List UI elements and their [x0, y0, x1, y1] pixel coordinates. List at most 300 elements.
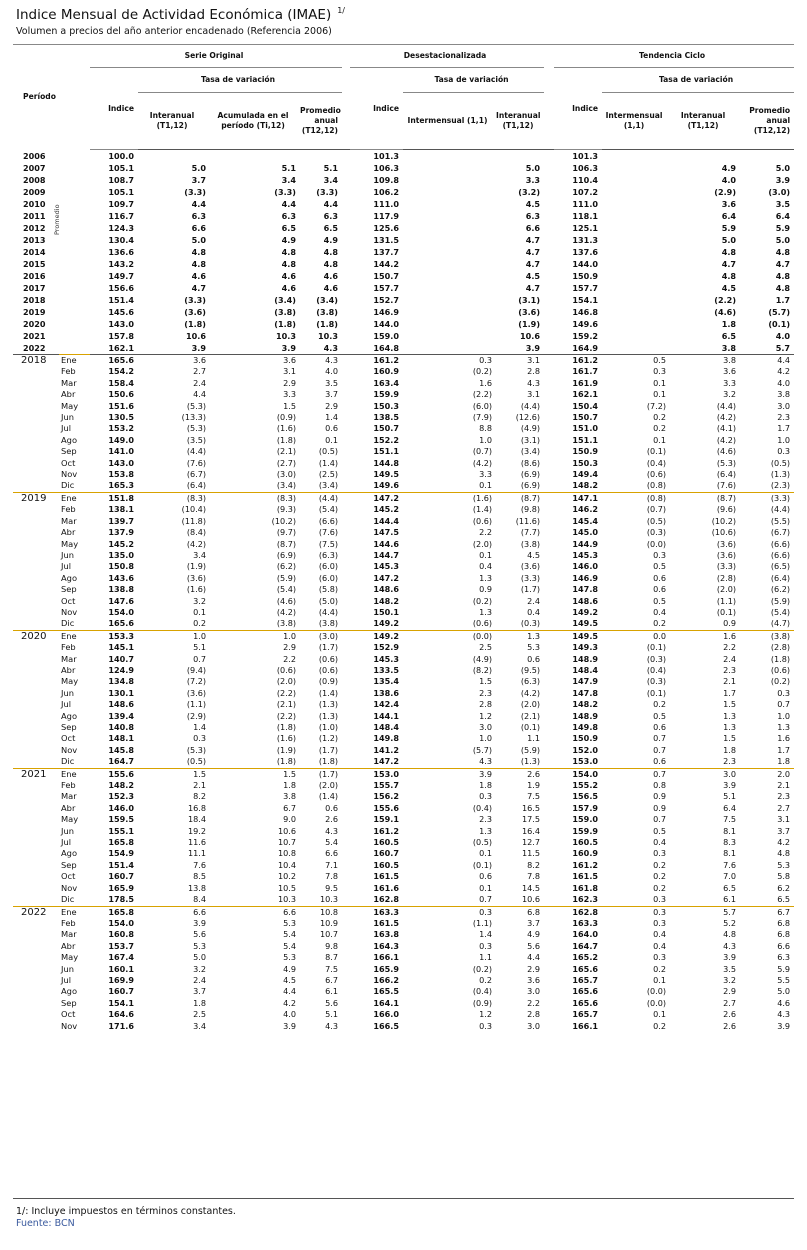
cell-acumulada-so: (2.2) — [276, 687, 296, 698]
cell-indice-so: 149.0 — [108, 434, 134, 445]
column-gap — [544, 234, 554, 246]
column-gap — [342, 654, 350, 665]
cell-intermensual-tc: 0.4 — [653, 837, 667, 848]
cell-promedio-tc: (4.7) — [770, 618, 791, 629]
cell-interanual-de: 4.5 — [527, 549, 541, 560]
cell-indice-de: 150.1 — [373, 606, 399, 617]
cell-indice-so: 147.6 — [108, 595, 134, 606]
cell-indice-so: 143.2 — [108, 259, 134, 269]
cell-intermensual-de: (0.6) — [472, 618, 492, 629]
cell-promedio-tc: (5.7) — [768, 307, 791, 317]
cell-month: Ene — [59, 768, 90, 780]
cell-indice-so: 141.0 — [108, 446, 134, 457]
cell-promedio-tc: (5.5) — [770, 515, 791, 526]
cell-indice-so: 165.8 — [108, 837, 134, 848]
cell-year: 2022 — [13, 906, 59, 918]
cell-interanual-de: (3.6) — [520, 561, 541, 572]
cell-interanual-de: 11.5 — [522, 848, 541, 859]
cell-interanual-de: 6.6 — [525, 223, 541, 233]
cell-indice-so: 149.7 — [108, 271, 134, 281]
cell-promedio-so: 6.5 — [323, 223, 338, 233]
cell-intermensual-tc: (0.4) — [646, 457, 667, 468]
cell-indice-tc: 154.1 — [572, 295, 599, 305]
cell-indice-de: 117.9 — [373, 211, 399, 221]
cell-indice-tc: 147.8 — [572, 584, 599, 595]
cell-intermensual-tc: 0.6 — [653, 756, 667, 767]
monthly-row — [13, 711, 794, 722]
column-gap — [544, 573, 554, 584]
cell-promedio-tc: 6.4 — [775, 211, 791, 221]
cell-indice-so: 148.6 — [108, 699, 134, 710]
cell-interanual-tc: (2.9) — [714, 187, 737, 197]
cell-acumulada-so: (2.0) — [276, 676, 296, 687]
cell-indice-de: 155.6 — [373, 802, 399, 813]
column-gap — [342, 607, 350, 618]
cell-indice-de: 149.5 — [373, 469, 399, 480]
cell-year — [13, 952, 59, 963]
monthly-row — [13, 642, 794, 653]
column-gap — [544, 986, 554, 997]
column-gap — [342, 733, 350, 744]
header-tasa-tc: Tasa de variación — [602, 68, 794, 93]
cell-year — [13, 1009, 59, 1020]
cell-indice-tc: 149.8 — [572, 722, 599, 732]
cell-indice-so: 151.4 — [108, 859, 134, 870]
cell-indice-so: 153.3 — [90, 630, 138, 642]
column-gap — [544, 423, 554, 434]
cell-acumulada-so: (3.8) — [276, 618, 296, 629]
table-bottom-rule — [13, 1198, 794, 1199]
annual-row — [13, 282, 794, 294]
cell-interanual-so: 13.8 — [187, 882, 206, 893]
cell-promedio-so: (3.4) — [318, 480, 338, 491]
column-gap — [342, 539, 350, 550]
cell-period-year: 2018 — [23, 295, 46, 305]
cell-promedio-so: 4.6 — [323, 283, 338, 293]
cell-promedio-tc: 5.9 — [777, 963, 791, 974]
cell-indice-de: 144.2 — [373, 259, 399, 269]
cell-year — [13, 607, 59, 618]
cell-promedio-tc: (2.3) — [770, 480, 791, 491]
monthly-row — [13, 791, 794, 802]
promedio-spacer — [59, 330, 90, 342]
cell-interanual-tc: 2.2 — [723, 642, 737, 653]
cell-interanual-so: 2.4 — [193, 974, 206, 985]
cell-intermensual-tc: 0.2 — [653, 882, 667, 893]
cell-interanual-de: 10.6 — [522, 894, 541, 905]
column-gap — [544, 998, 554, 1009]
column-gap — [342, 871, 350, 882]
monthly-row — [13, 561, 794, 572]
cell-month: Mar — [61, 791, 77, 802]
cell-month: Sep — [61, 584, 77, 595]
promedio-spacer — [59, 198, 90, 210]
cell-promedio-tc: (3.3) — [740, 492, 794, 504]
column-gap — [544, 803, 554, 814]
column-gap — [342, 186, 350, 198]
cell-indice-tc: 118.1 — [572, 211, 599, 221]
cell-interanual-so: 8.5 — [193, 871, 206, 882]
cell-indice-tc: 107.2 — [572, 187, 599, 197]
cell-month: Sep — [61, 446, 77, 457]
cell-interanual-de: 4.5 — [525, 271, 541, 281]
cell-intermensual-tc: (0.8) — [602, 492, 670, 504]
monthly-row — [13, 964, 794, 975]
cell-interanual-de: 3.3 — [525, 175, 541, 185]
cell-interanual-tc: 3.6 — [721, 199, 737, 209]
cell-interanual-so: 0.2 — [193, 618, 206, 629]
cell-intermensual-de: (2.0) — [472, 538, 492, 549]
cell-month: Ago — [61, 572, 78, 583]
cell-interanual-so: 11.1 — [187, 848, 206, 859]
cell-intermensual-de: 1.5 — [479, 676, 492, 687]
cell-indice-tc: 150.9 — [572, 271, 599, 281]
cell-interanual-de: 4.7 — [525, 283, 541, 293]
cell-indice-tc: 164.0 — [572, 929, 599, 940]
header-desestacionalizada: Desestacionalizada — [350, 45, 544, 68]
cell-month: May — [61, 952, 79, 963]
cell-intermensual-de: 0.7 — [479, 894, 492, 905]
cell-interanual-tc: 1.6 — [670, 630, 740, 642]
column-gap — [544, 550, 554, 561]
cell-intermensual-de — [403, 342, 496, 355]
column-gap — [342, 768, 350, 780]
cell-interanual-so: (6.7) — [186, 469, 206, 480]
cell-interanual-de: 10.6 — [520, 331, 541, 341]
cell-indice-so: 150.6 — [108, 389, 134, 400]
monthly-row — [13, 986, 794, 997]
cell-indice-tc: 159.0 — [572, 814, 599, 825]
cell-indice-de: 164.8 — [350, 342, 403, 355]
column-gap — [544, 654, 554, 665]
cell-interanual-tc: 2.3 — [723, 664, 737, 675]
column-gap — [544, 642, 554, 653]
cell-intermensual-de — [403, 162, 496, 174]
cell-indice-de: 151.1 — [373, 446, 399, 457]
cell-interanual-so: 0.1 — [193, 606, 206, 617]
cell-indice-de: 144.4 — [373, 515, 399, 526]
promedio-spacer — [59, 294, 90, 306]
cell-interanual-de: (4.2) — [520, 687, 541, 698]
cell-month: Jun — [61, 412, 74, 423]
column-gap — [342, 780, 350, 791]
cell-year — [13, 964, 59, 975]
cell-intermensual-tc — [602, 306, 670, 318]
cell-interanual-tc: (4.1) — [716, 423, 737, 434]
header-tasa-de: Tasa de variación — [403, 68, 544, 93]
cell-month: Oct — [61, 733, 76, 744]
cell-promedio-so: (0.6) — [318, 653, 338, 664]
cell-intermensual-tc — [602, 294, 670, 306]
cell-indice-tc: 156.5 — [572, 791, 599, 802]
cell-promedio-so: 5.6 — [325, 997, 338, 1008]
cell-promedio-tc: 5.7 — [740, 342, 794, 355]
cell-acumulada-so: (5.9) — [276, 572, 296, 583]
cell-promedio-so: (3.3) — [316, 187, 338, 197]
header-promedio-tc: Promedio anual (T12,12) — [740, 93, 794, 150]
cell-month: Feb — [61, 366, 76, 377]
cell-promedio-tc: 1.0 — [777, 434, 791, 445]
cell-interanual-so: 5.0 — [191, 163, 206, 173]
column-gap — [544, 780, 554, 791]
cell-promedio-so: (0.9) — [318, 676, 338, 687]
cell-indice-de: 145.3 — [373, 561, 399, 572]
cell-interanual-tc: (2.2) — [714, 295, 737, 305]
cell-interanual-so: 3.6 — [138, 355, 210, 367]
cell-intermensual-tc — [602, 270, 670, 282]
cell-indice-tc: 164.9 — [554, 342, 602, 355]
cell-intermensual-tc: 0.1 — [653, 389, 667, 400]
column-gap — [544, 883, 554, 894]
monthly-row — [13, 952, 794, 963]
cell-intermensual-tc: 0.7 — [602, 768, 670, 780]
cell-acumulada-so: (10.2) — [271, 515, 296, 526]
cell-indice-de: 157.7 — [373, 283, 399, 293]
column-gap — [544, 1021, 554, 1032]
cell-year — [13, 745, 59, 756]
cell-promedio-tc: 1.8 — [777, 756, 791, 767]
cell-year — [13, 665, 59, 676]
cell-indice-tc: 157.7 — [572, 283, 599, 293]
cell-indice-so: 154.1 — [108, 997, 134, 1008]
cell-promedio-so: (2.0) — [318, 780, 338, 791]
cell-intermensual-tc: 0.9 — [653, 802, 667, 813]
cell-indice-de: 150.3 — [373, 400, 399, 411]
cell-intermensual-tc — [602, 222, 670, 234]
cell-interanual-de: 3.1 — [527, 389, 541, 400]
cell-year — [13, 733, 59, 744]
column-gap — [544, 401, 554, 412]
column-gap — [342, 906, 350, 918]
cell-promedio-tc: 4.0 — [775, 331, 791, 341]
cell-promedio-tc: 6.8 — [777, 929, 791, 940]
cell-acumulada-so: (9.7) — [276, 527, 296, 538]
cell-indice-so: 178.5 — [108, 894, 134, 905]
cell-intermensual-de — [403, 258, 496, 270]
cell-intermensual-tc: 0.7 — [653, 744, 667, 755]
cell-indice-de: 149.2 — [350, 630, 403, 642]
cell-indice-so: 155.6 — [90, 768, 138, 780]
cell-interanual-tc: (4.2) — [716, 434, 737, 445]
column-gap — [544, 469, 554, 480]
column-gap — [544, 756, 554, 768]
header-indice-tc: Indice — [554, 68, 602, 150]
cell-promedio-so: 9.5 — [325, 882, 338, 893]
cell-acumulada-so: 4.5 — [283, 974, 296, 985]
cell-interanual-tc: 4.9 — [721, 163, 737, 173]
cell-intermensual-de: (0.9) — [472, 997, 492, 1008]
cell-promedio-so: 8.7 — [325, 952, 338, 963]
column-gap — [342, 964, 350, 975]
cell-promedio-tc: 6.6 — [777, 940, 791, 951]
cell-promedio-so: (1.8) — [318, 756, 338, 767]
cell-indice-so: 136.6 — [108, 247, 134, 257]
cell-indice-so: 124.9 — [108, 664, 134, 675]
cell-indice-de: 131.5 — [373, 235, 399, 245]
cell-promedio-so: (0.6) — [318, 664, 338, 675]
cell-interanual-tc: 7.5 — [723, 814, 737, 825]
monthly-row — [13, 860, 794, 871]
column-gap — [544, 174, 554, 186]
cell-intermensual-tc: (0.3) — [646, 653, 667, 664]
cell-interanual-de: (9.8) — [520, 504, 541, 515]
column-gap — [544, 389, 554, 400]
cell-indice-tc: 163.3 — [572, 917, 599, 928]
cell-indice-de: 165.5 — [373, 986, 399, 997]
cell-interanual-tc: 1.8 — [721, 319, 737, 329]
cell-promedio-so: (3.8) — [318, 618, 338, 629]
cell-interanual-de: 1.1 — [527, 733, 541, 744]
cell-promedio-tc: 0.3 — [777, 446, 791, 457]
cell-intermensual-de: (5.7) — [472, 744, 492, 755]
cell-promedio-so: (1.7) — [318, 642, 338, 653]
cell-promedio-tc: (3.0) — [768, 187, 791, 197]
monthly-row — [13, 871, 794, 882]
cell-promedio-so: 5.1 — [325, 1009, 338, 1020]
cell-promedio-tc: 4.4 — [740, 355, 794, 367]
cell-interanual-so: (3.3) — [184, 187, 206, 197]
cell-interanual-de: 16.4 — [522, 825, 541, 836]
cell-interanual-tc: 6.5 — [721, 331, 737, 341]
cell-indice-so: 145.2 — [108, 538, 134, 549]
cell-indice-tc: 145.3 — [572, 549, 599, 560]
column-gap — [342, 198, 350, 210]
cell-intermensual-tc: 0.0 — [602, 630, 670, 642]
annual-row — [13, 270, 794, 282]
monthly-row — [13, 837, 794, 848]
cell-promedio-tc: (5.9) — [770, 595, 791, 606]
cell-interanual-so: 6.6 — [191, 223, 206, 233]
cell-interanual-de: 2.9 — [527, 963, 541, 974]
annual-row — [13, 150, 794, 163]
cell-intermensual-de: 2.5 — [479, 642, 492, 653]
monthly-row — [13, 516, 794, 527]
cell-interanual-tc: 4.0 — [721, 175, 737, 185]
cell-promedio-so: 5.4 — [325, 837, 338, 848]
cell-indice-de: 138.6 — [373, 687, 399, 698]
cell-promedio-tc: 1.3 — [777, 722, 791, 732]
cell-indice-de: 141.2 — [373, 744, 399, 755]
cell-indice-tc: 165.6 — [572, 963, 599, 974]
cell-indice-tc: 149.4 — [572, 469, 599, 480]
cell-interanual-so: (5.3) — [186, 423, 206, 434]
cell-indice-de: 166.2 — [373, 974, 399, 985]
monthly-row — [13, 676, 794, 687]
cell-year — [13, 446, 59, 457]
cell-period-year: 2009 — [23, 187, 46, 197]
cell-indice-so: 100.0 — [108, 151, 134, 161]
cell-year — [13, 688, 59, 699]
column-gap — [342, 630, 350, 642]
cell-indice-tc: 161.2 — [554, 355, 602, 367]
cell-indice-de: 161.5 — [373, 917, 399, 928]
cell-acumulada-so: 4.8 — [281, 247, 296, 257]
column-gap — [544, 791, 554, 802]
cell-interanual-so: (4.4) — [186, 446, 206, 457]
column-gap — [342, 986, 350, 997]
cell-indice-tc: 162.3 — [572, 894, 599, 905]
cell-intermensual-tc — [602, 150, 670, 163]
cell-indice-so: 156.6 — [108, 283, 134, 293]
cell-interanual-so: 5.0 — [191, 235, 206, 245]
cell-promedio-tc: 1.7 — [777, 744, 791, 755]
cell-indice-so: 154.0 — [108, 917, 134, 928]
cell-interanual-so: 2.7 — [193, 366, 206, 377]
column-gap — [544, 162, 554, 174]
monthly-row — [13, 688, 794, 699]
cell-intermensual-tc — [602, 186, 670, 198]
cell-year — [13, 848, 59, 859]
cell-promedio-tc: 5.3 — [777, 859, 791, 870]
column-gap — [342, 618, 350, 630]
cell-indice-tc: 165.7 — [572, 974, 599, 985]
cell-intermensual-de — [403, 270, 496, 282]
cell-indice-de: 147.5 — [373, 527, 399, 538]
cell-indice-so: 155.1 — [108, 825, 134, 836]
cell-intermensual-tc: (0.1) — [646, 642, 667, 653]
cell-interanual-tc: (9.6) — [716, 504, 737, 515]
cell-month: Ene — [59, 630, 90, 642]
cell-interanual-so: (3.6) — [184, 307, 206, 317]
cell-indice-so: 146.0 — [108, 802, 134, 813]
cell-acumulada-so: 1.0 — [210, 630, 300, 642]
cell-intermensual-de — [403, 186, 496, 198]
cell-indice-so: 150.8 — [108, 561, 134, 572]
cell-interanual-tc: 8.1 — [723, 825, 737, 836]
cell-indice-tc: 153.0 — [572, 756, 599, 767]
cell-promedio-tc: (6.6) — [770, 538, 791, 549]
column-gap — [342, 894, 350, 906]
cell-promedio-tc: 6.7 — [740, 906, 794, 918]
cell-indice-so: 154.9 — [108, 848, 134, 859]
column-gap — [544, 270, 554, 282]
cell-intermensual-de: 8.8 — [479, 423, 492, 434]
cell-promedio-so: 5.1 — [323, 163, 338, 173]
cell-indice-so: 109.7 — [108, 199, 134, 209]
cell-promedio-tc: (6.2) — [770, 584, 791, 595]
column-gap — [544, 630, 554, 642]
cell-interanual-de: 4.3 — [527, 377, 541, 388]
cell-interanual-tc: (3.3) — [716, 561, 737, 572]
cell-indice-de: 149.6 — [373, 480, 399, 491]
cell-month: Jun — [61, 549, 74, 560]
cell-indice-so: 105.1 — [108, 187, 134, 197]
column-gap — [342, 150, 350, 163]
column-gap — [342, 756, 350, 768]
cell-interanual-tc: 6.4 — [721, 211, 737, 221]
cell-intermensual-tc: 0.3 — [653, 549, 667, 560]
promedio-spacer — [59, 234, 90, 246]
cell-acumulada-so: 5.4 — [283, 940, 296, 951]
cell-interanual-tc: 7.6 — [723, 859, 737, 870]
column-gap — [544, 918, 554, 929]
cell-interanual-so: (2.9) — [186, 710, 206, 721]
cell-interanual-so: (8.4) — [186, 527, 206, 538]
cell-acumulada-so: (3.0) — [276, 469, 296, 480]
column-gap — [544, 366, 554, 377]
cell-indice-tc: 165.7 — [572, 1009, 599, 1020]
cell-indice-tc: 165.2 — [572, 952, 599, 963]
cell-year — [13, 814, 59, 825]
cell-intermensual-tc: 0.2 — [653, 423, 667, 434]
cell-interanual-de: 1.9 — [527, 780, 541, 791]
cell-intermensual-de: 0.1 — [479, 882, 492, 893]
cell-month: Jun — [61, 825, 74, 836]
cell-indice-so: 160.8 — [108, 929, 134, 940]
cell-interanual-de: 1.3 — [496, 630, 544, 642]
cell-interanual-tc: 2.9 — [723, 986, 737, 997]
cell-acumulada-so: 10.2 — [277, 871, 296, 882]
